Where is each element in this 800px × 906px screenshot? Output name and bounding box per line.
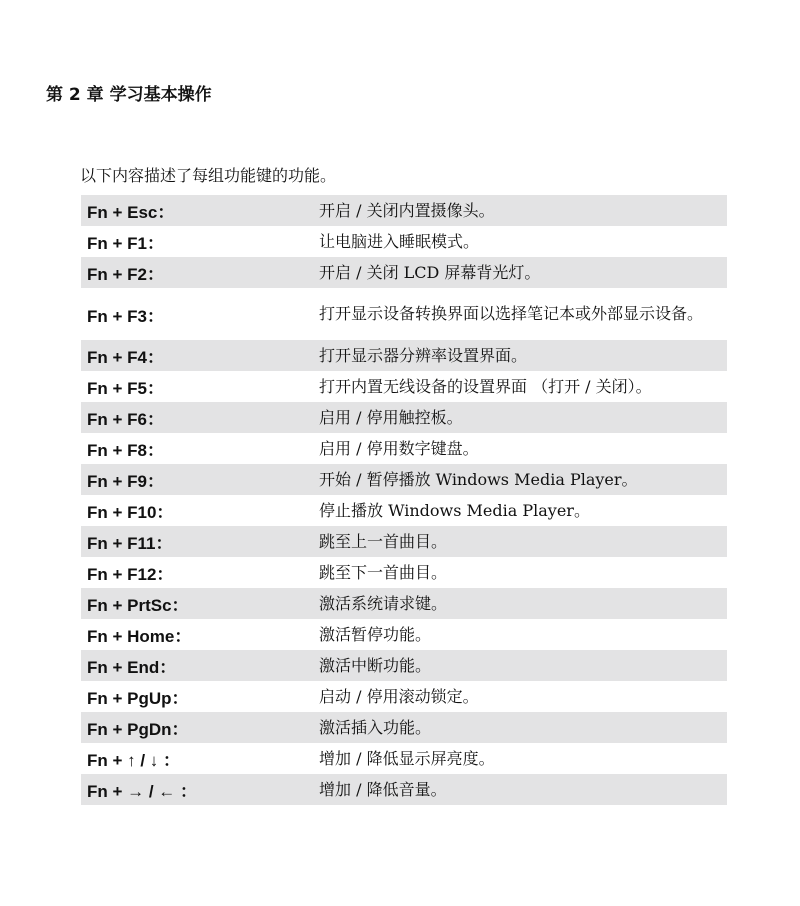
table-row <box>81 226 727 257</box>
key-description: 激活中断功能。 <box>319 655 432 675</box>
key-description: 激活系统请求键。 <box>319 593 448 613</box>
table-row <box>81 288 727 340</box>
table-row <box>81 257 727 288</box>
key-combo: Fn + PgDn： <box>87 720 189 739</box>
key-description: 跳至上一首曲目。 <box>319 531 448 551</box>
table-row <box>81 681 727 712</box>
key-description: 启用 / 停用触控板。 <box>319 407 463 427</box>
function-key-table <box>81 195 727 805</box>
key-combo: Fn + PgUp： <box>87 689 189 708</box>
key-description: 打开内置无线设备的设置界面 （打开 / 关闭）。 <box>319 376 652 396</box>
table-row <box>81 557 727 588</box>
table-row <box>81 433 727 464</box>
key-description: 跳至下一首曲目。 <box>319 562 448 582</box>
table-row <box>81 371 727 402</box>
key-combo: Fn + F1： <box>87 234 164 253</box>
key-combo: Fn + F6： <box>87 410 164 429</box>
key-combo: Fn + Home： <box>87 627 192 646</box>
table-row <box>81 774 727 805</box>
table-row <box>81 619 727 650</box>
table-row <box>81 588 727 619</box>
key-combo: Fn + F8： <box>87 441 164 460</box>
key-description: 让电脑进入睡眠模式。 <box>319 231 480 251</box>
key-combo: Fn + F12： <box>87 565 174 584</box>
key-combo: Fn + ↑ / ↓ ： <box>87 751 181 770</box>
key-description: 打开显示器分辨率设置界面。 <box>319 345 528 365</box>
key-description: 激活插入功能。 <box>319 717 432 737</box>
key-description: 开始 / 暂停播放 Windows Media Player。 <box>319 469 638 489</box>
table-row <box>81 526 727 557</box>
key-combo: Fn + Esc： <box>87 203 175 222</box>
key-combo: Fn + F3： <box>87 306 164 326</box>
key-description: 增加 / 降低音量。 <box>319 779 447 799</box>
key-combo: Fn + F11： <box>87 534 173 553</box>
table-row <box>81 495 727 526</box>
table-row <box>81 195 727 226</box>
table-row <box>81 340 727 371</box>
key-description: 开启 / 关闭 LCD 屏幕背光灯。 <box>319 262 541 282</box>
key-combo: Fn + F5： <box>87 379 164 398</box>
key-description: 开启 / 关闭内置摄像头。 <box>319 200 495 220</box>
key-description: 停止播放 Windows Media Player。 <box>319 500 590 520</box>
key-description: 增加 / 降低显示屏亮度。 <box>319 748 495 768</box>
intro-text: 以下内容描述了每组功能键的功能。 <box>80 166 337 185</box>
table-row <box>81 650 727 681</box>
key-description: 打开显示设备转换界面以选择笔记本或外部显示设备。 <box>319 304 704 323</box>
key-combo: Fn + → / ← ： <box>87 782 198 801</box>
key-combo: Fn + F2： <box>87 265 164 284</box>
table-row <box>81 402 727 433</box>
key-combo: Fn + F10： <box>87 503 174 522</box>
key-combo: Fn + F9： <box>87 472 164 491</box>
key-description: 启动 / 停用滚动锁定。 <box>319 686 479 706</box>
table-row <box>81 743 727 774</box>
chapter-title: 第 2 章 学习基本操作 <box>46 85 212 105</box>
key-combo: Fn + End： <box>87 658 177 677</box>
key-combo: Fn + PrtSc： <box>87 596 189 615</box>
key-description: 启用 / 停用数字键盘。 <box>319 438 479 458</box>
table-row <box>81 464 727 495</box>
table-row <box>81 712 727 743</box>
key-description: 激活暂停功能。 <box>319 624 432 644</box>
key-combo: Fn + F4： <box>87 348 164 367</box>
